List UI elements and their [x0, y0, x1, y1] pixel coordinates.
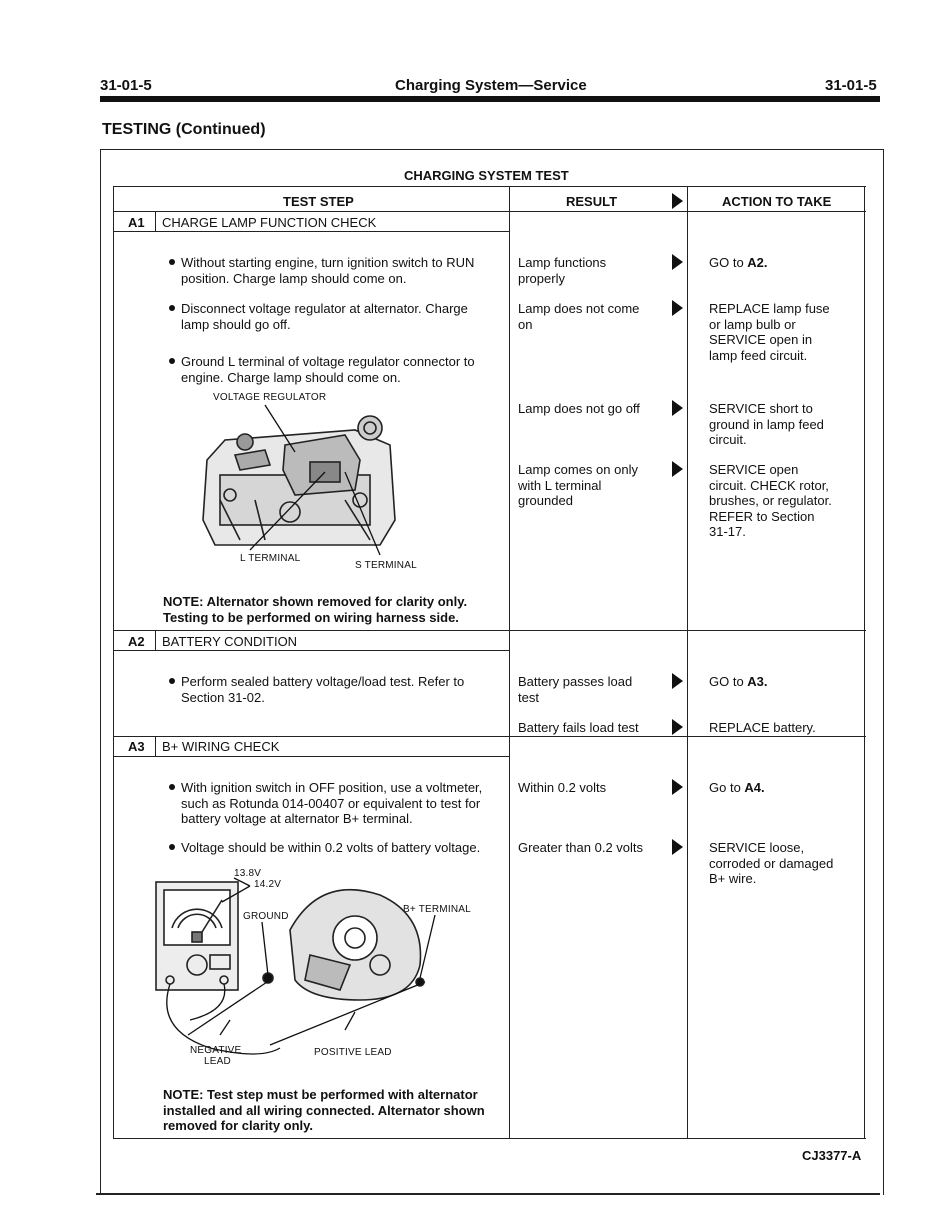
a3-result-1: Within 0.2 volts	[518, 780, 607, 795]
arrow-icon	[672, 193, 683, 209]
a1-action-4: SERVICE open circuit. CHECK rotor, brushes, or regulator. REFER to Section 31-17.	[709, 462, 832, 539]
table-title: CHARGING SYSTEM TEST	[404, 168, 569, 183]
col-header-result: RESULT	[566, 194, 618, 209]
arrow-icon	[672, 300, 683, 316]
a1-result-4: Lamp comes on only with L terminal grounded	[518, 462, 638, 508]
step-name-a1: CHARGE LAMP FUNCTION CHECK	[162, 215, 377, 230]
label-b-plus-terminal: B+ TERMINAL	[403, 904, 471, 915]
arrow-icon	[672, 839, 683, 855]
label-14-2v: 14.2V	[254, 879, 282, 890]
step-id-a3: A3	[128, 739, 145, 754]
label-13-8v: 13.8V	[234, 868, 262, 879]
col-header-test-step: TEST STEP	[283, 194, 354, 209]
a2-bullet-1: Perform sealed battery voltage/load test. Refer to Section 31-02.	[181, 674, 465, 705]
col-header-action: ACTION TO TAKE	[722, 194, 832, 209]
arrow-icon	[672, 400, 683, 416]
arrow-icon	[672, 673, 683, 689]
step-id-a2: A2	[128, 634, 145, 649]
bullet-icon	[169, 259, 175, 265]
a1-result-3: Lamp does not go off	[518, 401, 640, 416]
page-title: Charging System—Service	[395, 77, 587, 94]
figure-id: CJ3377-A	[802, 1148, 862, 1163]
arrow-icon	[672, 719, 683, 735]
label-ground: GROUND	[243, 911, 289, 922]
header-rule	[100, 96, 880, 102]
step-name-a3: B+ WIRING CHECK	[162, 739, 280, 754]
arrow-icon	[672, 779, 683, 795]
a1-bullet-3: Ground L terminal of voltage regulator connector to engine. Charge lamp should come on.	[181, 354, 475, 385]
bullet-icon	[169, 305, 175, 311]
arrow-icon	[672, 254, 683, 270]
a2-action-2: REPLACE battery.	[709, 720, 816, 735]
bullet-icon	[169, 358, 175, 364]
step-id-a1: A1	[128, 215, 145, 230]
alternator-regulator-illustration	[195, 400, 425, 570]
a3-note: NOTE: Test step must be performed with alternator installed and all wiring connected. Alternator shown removed for clarity only.	[163, 1087, 485, 1133]
a3-bullet-2: Voltage should be within 0.2 volts of battery voltage.	[181, 840, 481, 855]
bullet-icon	[169, 784, 175, 790]
label-s-terminal: S TERMINAL	[355, 560, 417, 571]
a1-action-1: GO to A2.	[709, 255, 768, 270]
a1-note: NOTE: Alternator shown removed for clarity only. Testing to be performed on wiring harness side.	[163, 594, 468, 625]
bullet-icon	[169, 844, 175, 850]
label-lead: LEAD	[204, 1056, 231, 1067]
a1-bullet-2: Disconnect voltage regulator at alternator. Charge lamp should go off.	[181, 301, 468, 332]
a1-result-1: Lamp functions properly	[518, 255, 607, 286]
step-name-a2: BATTERY CONDITION	[162, 634, 298, 649]
a3-bullet-1: With ignition switch in OFF position, use a voltmeter, such as Rotunda 014-00407 or equivalent to test for battery voltage at alternator B+ terminal.	[181, 780, 483, 826]
label-l-terminal: L TERMINAL	[240, 553, 301, 564]
page-number-left: 31-01-5	[100, 77, 152, 94]
a3-action-2: SERVICE loose, corroded or damaged B+ wire.	[709, 840, 834, 886]
a1-bullet-1: Without starting engine, turn ignition switch to RUN position. Charge lamp should come on.	[181, 255, 475, 286]
label-voltage-regulator: VOLTAGE REGULATOR	[213, 392, 327, 403]
a1-action-3: SERVICE short to ground in lamp feed circuit.	[709, 401, 824, 447]
arrow-icon	[672, 461, 683, 477]
page-number-right: 31-01-5	[825, 77, 877, 94]
bullet-icon	[169, 678, 175, 684]
label-negative: NEGATIVE	[190, 1045, 242, 1056]
bottom-rule	[96, 1193, 880, 1195]
a2-result-1: Battery passes load test	[518, 674, 633, 705]
a1-result-2: Lamp does not come on	[518, 301, 640, 332]
voltmeter-alternator-illustration	[150, 870, 450, 1070]
section-title: TESTING (Continued)	[102, 121, 266, 138]
a1-action-2: REPLACE lamp fuse or lamp bulb or SERVICE open in lamp feed circuit.	[709, 301, 830, 363]
a3-result-2: Greater than 0.2 volts	[518, 840, 644, 855]
a3-action-1: Go to A4.	[709, 780, 765, 795]
label-positive-lead: POSITIVE LEAD	[314, 1047, 392, 1058]
a2-result-2: Battery fails load test	[518, 720, 639, 735]
a2-action-1: GO to A3.	[709, 674, 768, 689]
